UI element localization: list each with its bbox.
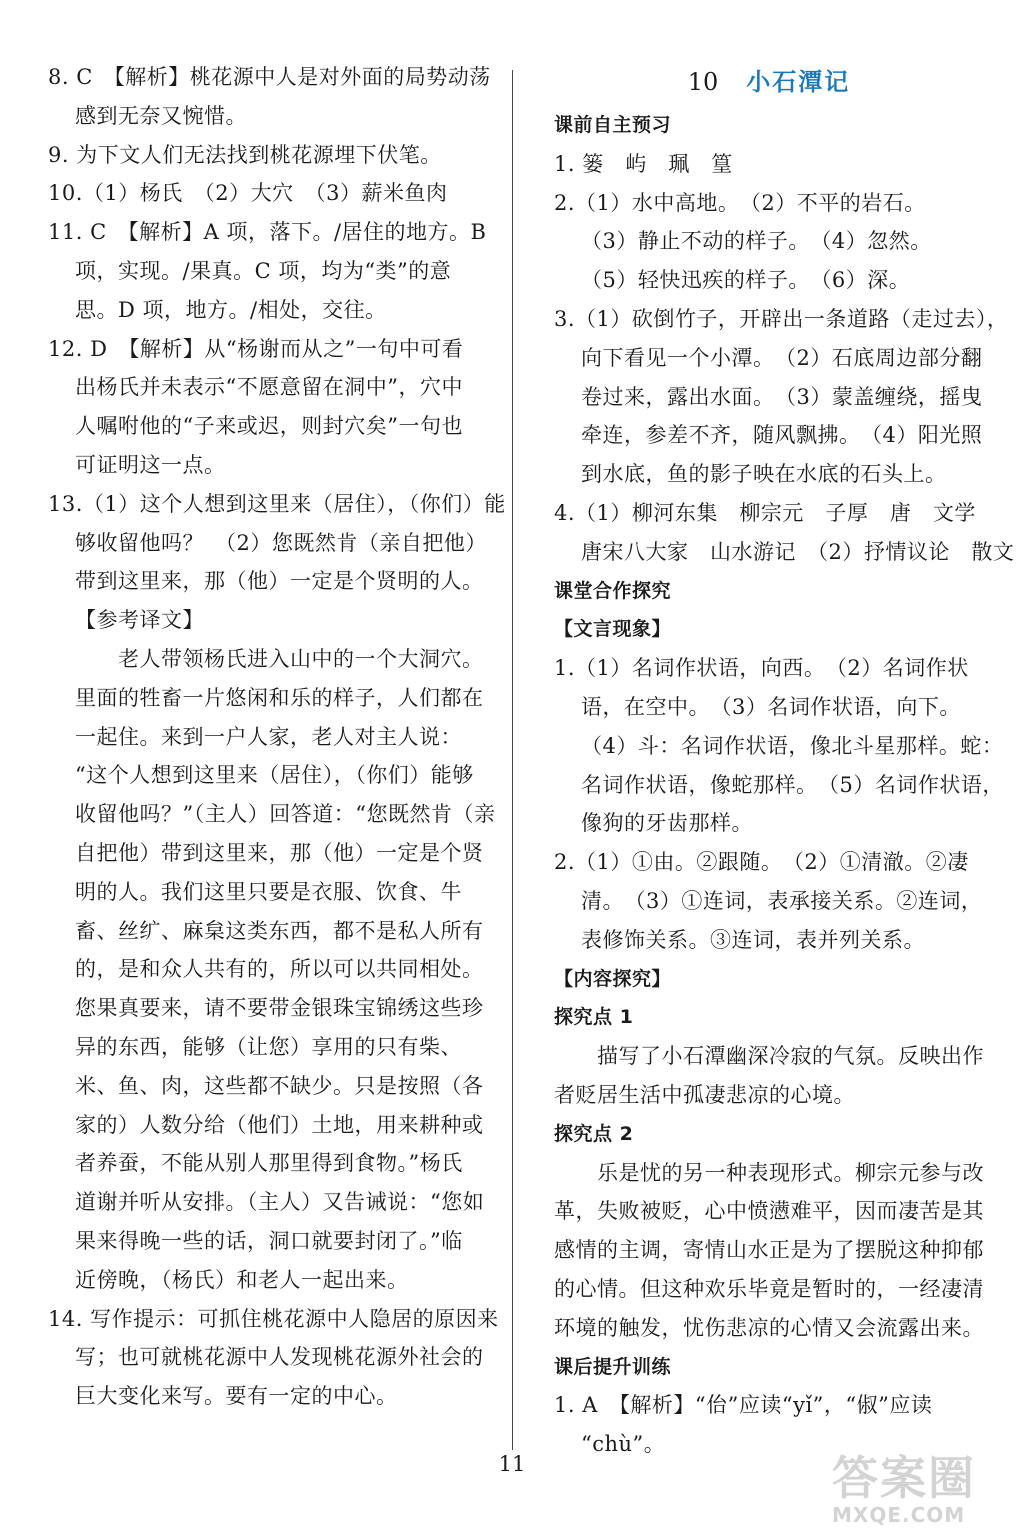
page-number: 11 <box>498 1452 526 1476</box>
translation-line: 者养蚕，不能从别人那里得到食物。”杨氏 <box>75 1151 463 1176</box>
answer-11-line3: 思。D 项，地方。/相处，交往。 <box>75 297 387 322</box>
section-heading: 课堂合作探究 <box>554 579 672 602</box>
explore-2-text: 环境的触发，忧伤悲凉的心情又会流露出来。 <box>554 1315 984 1340</box>
preview-2-line1: 2.（1）水中高地。 （2）不平的岩石。 <box>554 190 926 215</box>
translation-line: 异的东西，能够（让您）享用的只有柴、 <box>75 1034 462 1059</box>
answer-8-line2: 感到无奈又惋惜。 <box>75 103 247 128</box>
translation-line: 明的人。我们这里只要是衣服、饮食、牛 <box>75 879 462 904</box>
subsection-heading: 【内容探究】 <box>554 967 672 990</box>
translation-line: 的，是和众人共有的，所以可以共同相处。 <box>75 957 484 982</box>
classical-1-line3: （4）斗：名词作状语，像北斗星那样。蛇： <box>581 733 1004 758</box>
answer-8-line1: 8. C 【解析】桃花源中人是对外面的局势动荡 <box>48 65 491 89</box>
column-divider <box>512 70 513 1450</box>
answer-9: 9. 为下文人们无法找到桃花源埋下伏笔。 <box>48 142 442 167</box>
classical-1-line2: 语，在空中。 （3）名词作状语，向下。 <box>581 694 961 719</box>
preview-2-line3: （5）轻快迅疾的样子。 （6）深。 <box>581 268 911 293</box>
translation-line: 果来得晚一些的话，洞口就要封闭了。”临 <box>75 1228 463 1253</box>
answer-11-line1: 11. C 【解析】A 项，落下。/居住的地方。B <box>48 220 487 245</box>
translation-line: 家的）人数分给（他们）土地，用来耕种或 <box>75 1112 484 1137</box>
translation-line: 老人带领杨氏进入山中的一个大洞穴。 <box>75 646 484 671</box>
answer-13-line2: 够收留他吗？ （2）您既然肯（亲自把他） <box>75 530 487 555</box>
translation-line: 收留他吗？”（主人）回答道：“您既然肯（亲 <box>75 802 496 827</box>
translation-line: “这个人想到这里来（居住），（你们）能够 <box>75 763 474 788</box>
explore-2-text: 革，失败被贬，心中愤懑难平，因而凄苦是其 <box>554 1199 984 1224</box>
preview-2-line2: （3）静止不动的样子。 （4）忽然。 <box>581 229 932 254</box>
classical-1-line4: 名词作状语，像蛇那样。 （5）名词作状语， <box>581 772 1004 797</box>
classical-2-line1: 2.（1）①由。②跟随。 （2）①清澈。②凄 <box>554 850 969 875</box>
answer-11-line2: 项，实现。/果真。C 项，均为“类”的意 <box>75 258 452 283</box>
translation-heading: 【参考译文】 <box>75 608 204 633</box>
translation-line: 米、鱼、肉，这些都不缺少。只是按照（各 <box>75 1073 484 1098</box>
section-heading: 课前自主预习 <box>554 114 672 136</box>
explore-2-text: 乐是忧的另一种表现形式。柳宗元参与改 <box>554 1160 984 1185</box>
explore-1-text: 者贬居生活中孤凄悲凉的心境。 <box>554 1082 855 1107</box>
explore-point-1: 探究点 1 <box>554 1006 634 1029</box>
preview-4-line1: 4.（1）柳河东集 柳宗元 子厚 唐 文学 <box>554 500 976 525</box>
classical-1-line5: 像狗的牙齿那样。 <box>581 811 753 836</box>
answer-12-line1: 12. D 【解析】从“杨谢而从之”一句中可看 <box>48 336 464 361</box>
training-1-line2: “chù”。 <box>581 1432 666 1457</box>
translation-line: 自把他）带到这里来，那（他）一定是个贤 <box>75 840 484 865</box>
preview-3-line2: 向下看见一个小潭。 （2）石底周边部分翻 <box>581 345 983 370</box>
preview-3-line4: 牵连，参差不齐，随风飘拂。 （4）阳光照 <box>581 423 983 448</box>
right-column <box>554 58 1015 1464</box>
preview-3-line1: 3.（1）砍倒竹子，开辟出一条道路（走过去）， <box>554 306 1009 331</box>
preview-4-line2: 唐宋八大家 山水游记 （2）抒情议论 散文 <box>581 539 1015 564</box>
preview-3-line5: 到水底，鱼的影子映在水底的石头上。 <box>581 462 947 487</box>
answer-14-line2: 写；也可就桃花源中人发现桃花源外社会的 <box>75 1345 484 1370</box>
lesson-title <box>554 58 984 106</box>
explore-2-text: 的心情。但这种欢乐毕竟是暂时的，一经凄清 <box>554 1276 984 1301</box>
translation-line: 近傍晚，（杨氏）和老人一起出来。 <box>75 1267 409 1292</box>
explore-2-text: 感情的主调，寄情山水正是为了摆脱这种抑郁 <box>554 1238 984 1263</box>
translation-line: 一起住。来到一户人家，老人对主人说： <box>75 724 462 749</box>
training-1-line1: 1. A 【解析】“佁”应读“yǐ”，“俶”应读 <box>554 1393 933 1418</box>
answer-13-line1: 13.（1）这个人想到这里来（居住），（你们）能 <box>48 491 506 516</box>
translation-line: 畜、丝纩、麻枲这类东西，都不是私人所有 <box>75 918 484 943</box>
watermark-text: 答案圈 <box>832 1451 976 1505</box>
answer-12-line2: 出杨氏并未表示“不愿意留在洞中”，穴中 <box>75 375 463 400</box>
translation-line: 里面的牲畜一片悠闲和乐的样子，人们都在 <box>75 685 484 710</box>
subsection-heading: 【文言现象】 <box>554 618 672 641</box>
classical-2-line2: 清。 （3）①连词，表承接关系。②连词， <box>581 888 983 913</box>
preview-3-line3: 卷过来，露出水面。 （3）蒙盖缠绕，摇曳 <box>581 384 983 409</box>
answer-12-line4: 可证明这一点。 <box>75 452 226 477</box>
watermark-url: MXQE.COM <box>832 1503 966 1527</box>
preview-1: 1. 篓 屿 珮 篁 <box>554 151 733 176</box>
lesson-name: 小石潭记 <box>746 68 851 96</box>
answer-14-line1: 14. 写作提示：可抓住桃花源中人隐居的原因来 <box>48 1306 499 1331</box>
translation-line: 道谢并听从安排。（主人）又告诫说：“您如 <box>75 1190 485 1215</box>
answer-12-line3: 人嘱咐他的“子来或迟，则封穴矣”一句也 <box>75 414 463 439</box>
left-column <box>48 58 506 1416</box>
translation-line: 您果真要来，请不要带金银珠宝锦绣这些珍 <box>75 996 484 1021</box>
classical-1-line1: 1.（1）名词作状语，向西。 （2）名词作状 <box>554 656 969 681</box>
watermark-logo <box>832 1452 1010 1530</box>
section-heading: 课后提升训练 <box>554 1355 672 1378</box>
lesson-number: 10 <box>687 68 719 96</box>
explore-point-2: 探究点 2 <box>554 1122 634 1145</box>
answer-14-line3: 巨大变化来写。要有一定的中心。 <box>75 1384 398 1409</box>
answer-13-line3: 带到这里来，那（他）一定是个贤明的人。 <box>75 569 484 594</box>
classical-2-line3: 表修饰关系。③连词，表并列关系。 <box>581 927 925 952</box>
explore-1-text: 描写了小石潭幽深冷寂的气氛。反映出作 <box>554 1044 984 1069</box>
answer-10: 10.（1）杨氏 （2）大穴 （3）薪米鱼肉 <box>48 181 448 206</box>
